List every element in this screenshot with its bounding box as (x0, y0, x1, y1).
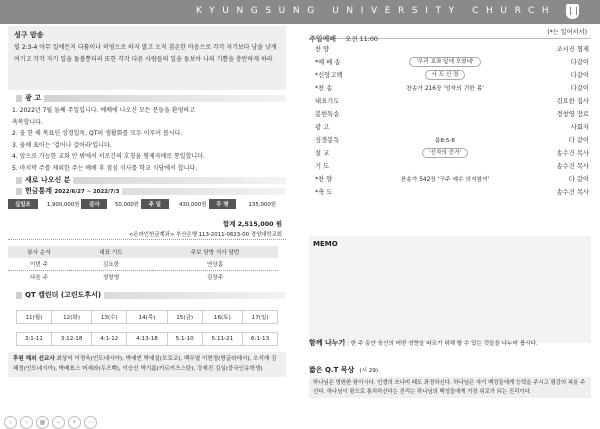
qt-passage: 4:13-18 (127, 333, 168, 346)
service-header: 대표 기도 (99, 250, 123, 256)
worship-content (358, 172, 532, 185)
left-column (8, 26, 286, 377)
worship-person: 다같이 (570, 59, 589, 66)
newcomer-title: 새로 나오신 분 (22, 176, 73, 185)
nav-prev-icon[interactable]: ‹ (4, 416, 17, 429)
share-section (309, 338, 591, 349)
qt-day: 12(화) (51, 311, 92, 324)
offering-table (8, 199, 278, 209)
devotion-section (309, 357, 591, 398)
qt-passage: 3:12-18 (51, 333, 92, 346)
service-table (8, 246, 278, 283)
worship-header (309, 26, 591, 43)
newcomer-bar (8, 176, 286, 185)
qt-days-row (17, 311, 278, 324)
worship-order (309, 42, 591, 198)
service-cell: 연상흠 (206, 262, 224, 268)
worship-person: 김요한 집사 (556, 98, 589, 105)
worship-row (309, 120, 591, 133)
offering-label: 주 일 (141, 199, 169, 209)
worship-item: 대표기도 (315, 98, 340, 105)
worship-content (358, 185, 532, 198)
qt-day: 15(금) (167, 311, 202, 324)
service-cell: 다음 주 (30, 275, 48, 281)
devotion-header (309, 357, 591, 376)
offering-label: 무 명 (209, 199, 237, 209)
offering-total-label: 합계 (223, 220, 236, 228)
worship-person: 조시진 형제 (556, 46, 589, 53)
worship-person: 다같이 (570, 72, 589, 79)
worship-content (358, 94, 532, 107)
qt-passage: 4:1-12 (92, 333, 127, 346)
memo-title: MEMO (313, 240, 338, 248)
offering-total (8, 219, 286, 228)
worship-content (358, 55, 532, 68)
worship-row (309, 107, 591, 120)
worship-item: *신앙고백 (315, 72, 343, 79)
qt-passage: 5:1-10 (167, 333, 202, 346)
qt-day: 14(목) (127, 311, 168, 324)
viewer-nav (4, 409, 100, 426)
worship-row (309, 68, 591, 81)
worship-content (358, 68, 532, 81)
verse-box (8, 26, 286, 90)
worship-item: 찬 양 (315, 46, 330, 53)
service-header: 봉사 순서 (27, 250, 51, 256)
worship-row (309, 55, 591, 68)
qt-passage-row (17, 333, 278, 346)
worship-content (358, 120, 532, 133)
page-header (0, 0, 600, 24)
worship-item: *예 배 송 (315, 59, 341, 66)
offering-amount: 50,000원 (114, 202, 140, 208)
nav-next-icon[interactable]: › (20, 416, 33, 429)
verse-text: 빌 2:3-4 아무 일에든지 다툼이나 허영으로 하지 말고 오직 겸손한 마음으로 각각 자기보다 남을 낫게 여기고 각각 자기 일을 돌볼뿐더러 또한 각각 다른 사람들의 일을 돌보아 나의 기쁨을 충만하게 하라 (14, 44, 277, 63)
qt-day: 16(토) (202, 311, 243, 324)
qt-day: 17(일) (243, 311, 278, 324)
worship-row (309, 172, 591, 185)
service-cell: 정창영 (102, 275, 120, 281)
worship-item: 기 도 (315, 163, 330, 170)
worship-item: 광 고 (315, 124, 330, 131)
qt-day: 13(수) (92, 311, 127, 324)
worship-row (309, 42, 591, 55)
worship-item: 설 교 (315, 150, 330, 157)
worship-content-text: 롬8:5-8 (435, 137, 455, 144)
devotion-title: 짧은 Q.T 묵상 (309, 366, 355, 374)
offering-amount: 1,900,000원 (46, 202, 80, 208)
worship-content-text: '우리 보좌 앞에 모였네' (409, 57, 480, 67)
worship-content (358, 81, 532, 94)
worship-row (309, 94, 591, 107)
devotion-text: 하나님은 영원한 왕이시다. 인생의 쓰나미 때도 좌정하신다. 하나님은 자기 백성들에게 능력을 주시고 평강의 복을 주신다. 하나님이 왕으로 통치하신다는 진리는 하나님의 백성들에게 가장 위로가 되는 진리이다. (309, 377, 591, 398)
notice-item: 축복합니다. (12, 118, 43, 126)
qt-passage: 6:1-13 (243, 333, 278, 346)
worship-item: 봉헌특송 (315, 111, 340, 118)
missionary-label: 후원 해외 선교사 (13, 356, 55, 362)
qt-day: 11(월) (17, 311, 52, 324)
worship-content-text: '신자의 증거' (422, 148, 468, 158)
worship-person: 송수건 목사 (556, 163, 589, 170)
service-row (8, 258, 278, 271)
qt-bar (8, 291, 286, 300)
worship-content (358, 42, 532, 55)
worship-row (309, 159, 591, 172)
offering-title-wrap (22, 187, 122, 197)
offering-title: 헌금통계 (25, 187, 53, 195)
qt-spacer-row (17, 324, 278, 333)
worship-item: *축 도 (315, 189, 333, 196)
service-cell: 이번 주 (30, 262, 48, 268)
worship-content (358, 107, 532, 120)
qt-passage: 5:11-21 (202, 333, 243, 346)
worship-title: 주일예배 (309, 35, 337, 43)
nav-grid-icon[interactable]: ▦ (36, 416, 49, 429)
worship-person: 다 같이 (568, 176, 589, 183)
nav-zoom-in-icon[interactable]: + (68, 416, 81, 429)
offering-amount: 135,000원 (248, 202, 276, 208)
right-column (309, 26, 591, 198)
notices-title: 광 고 (22, 94, 44, 103)
worship-time: 오전 11:00 (345, 35, 378, 43)
offering-row (8, 199, 278, 209)
notice-item: 2. 올 한 해 목표인 성경일독, QT의 생활화를 모두 이루어 봅시다. (12, 130, 183, 137)
offering-account: <온라인헌금계좌> 부산은행 113-2011-0623-00 경성대학교회 (8, 228, 286, 240)
service-header-row (8, 246, 278, 258)
worship-item: *찬 송 (315, 85, 333, 92)
service-header: 주보 담방 식사 담번 (190, 250, 240, 256)
qt-passage: 3:1-11 (17, 333, 52, 346)
share-title: 함께 나누기 (309, 339, 346, 347)
service-cell: 김장주 (206, 275, 224, 281)
offering-label: 십일조 (8, 199, 38, 209)
memo-box (309, 236, 591, 343)
worship-person: 송수건 목사 (556, 189, 589, 196)
church-title: KYUNGSUNG UNIVERSITY CHURCH (196, 6, 557, 16)
church-logo-icon (566, 4, 579, 19)
worship-row (309, 133, 591, 146)
offering-bar (8, 187, 286, 196)
notices-list (8, 105, 286, 174)
offering-label: 감사 (81, 199, 107, 209)
worship-item: 성경봉독 (315, 137, 340, 144)
notice-item: 1. 2022년 7월 둘째 주일입니다. 예배에 나오신 모든 분들을 환영하고 (12, 107, 195, 114)
worship-row (309, 146, 591, 159)
worship-row (309, 185, 591, 198)
notice-item: 4. 앞으로 가능한 교회 안 밖에서 서로간의 호칭을 형제자매로 통일합니다. (12, 153, 205, 160)
nav-more-icon[interactable]: ⋯ (84, 416, 97, 429)
worship-person: 송수건 목사 (556, 150, 589, 157)
worship-content-text: 사 도 신 경 (425, 70, 466, 80)
notice-item: 3. 올해 표어는 '걸어나 걸어라'입니다. (12, 141, 112, 149)
worship-row (309, 81, 591, 94)
worship-note: (*는 일어서서) (547, 29, 587, 36)
worship-content-text: 찬송가 542장 '구주 예수 의지함이' (400, 177, 490, 183)
worship-person: 정창영 장로 (556, 111, 589, 118)
devotion-ref: (시 29) (359, 368, 379, 374)
worship-person: 다 같이 (568, 137, 589, 144)
service-cell: 김요한 (102, 262, 120, 268)
nav-zoom-out-icon[interactable]: − (52, 416, 65, 429)
share-text: : 한 주 동안 육신의 어떤 성향을 따르기 위해 할 수 있는 것들을 나누어 봅시다. (347, 341, 538, 347)
missionary-box (8, 352, 286, 377)
offering-total-value: 2,515,000 원 (237, 220, 282, 228)
qt-title: QT 캘린더 (고린도후서) (22, 291, 104, 300)
offering-period: 2022/6/27 ~ 2022/7/3 (54, 189, 120, 195)
worship-person: 사회자 (570, 124, 589, 131)
worship-content (358, 133, 532, 146)
qt-calendar (16, 310, 278, 346)
worship-person: 다같이 (570, 85, 589, 92)
worship-content (358, 159, 532, 172)
notice-item: 5. 마지막 주를 제외한 주는 예배 후 점심 식사를 학교 식당에서 합니다. (12, 164, 198, 172)
missionary-text: 최상익 이정욱(인도네시아), 박예빈 박예실(모로코), 백무열 이현정(방글라데시), 오석재 김혜정(인도네시아), 박배표스 머세라(우즈벡), 이승신 박기롬(키르키즈스탄), 강재진 김실(중국인유학생) (13, 356, 277, 372)
service-row (8, 271, 278, 284)
offering-amount: 430,000원 (179, 202, 207, 208)
notices-bar (8, 94, 286, 103)
worship-item: *찬 양 (315, 176, 333, 183)
worship-content (358, 146, 532, 159)
worship-content-text: 찬송가 216장 '성자의 귀한 몸' (406, 86, 484, 92)
verse-title: 성구 암송 (14, 31, 44, 39)
